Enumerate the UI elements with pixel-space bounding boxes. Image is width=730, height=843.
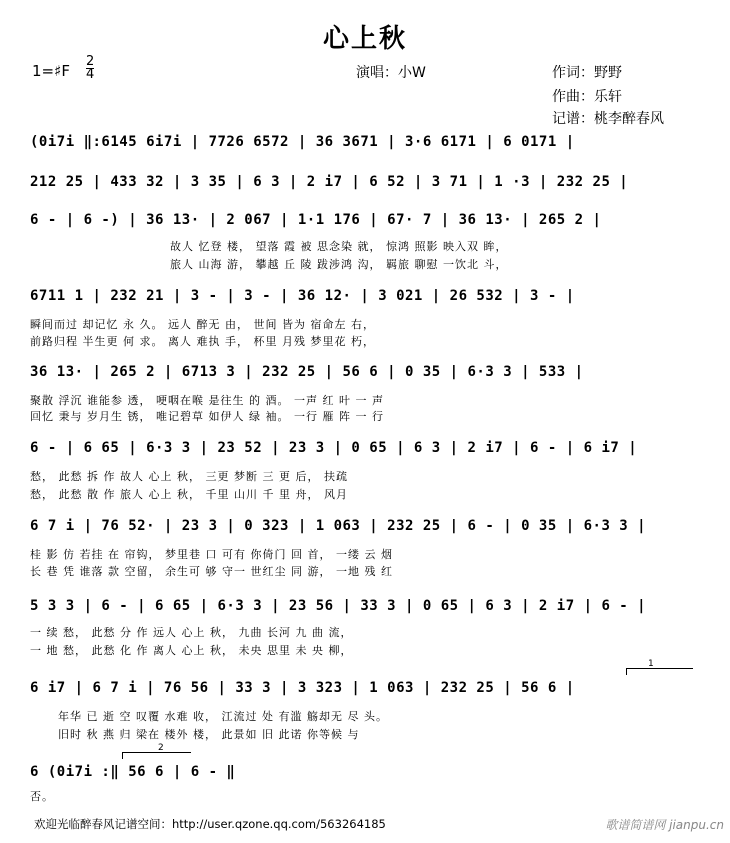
footer-credit: 欢迎光临醉春风记谱空间：http://user.qzone.qq.com/563264185 [34,817,386,831]
second-ending-bracket [122,752,191,759]
first-ending-bracket [626,668,693,675]
lyric-row-3-verse-2: 旅人 山海 游， 攀越 丘 陵 跋涉鸿 沟， 羁旅 聊慰 一饮北 斗， [170,258,508,271]
singer-credit: 演唱：小W [356,65,426,81]
lyric-row-7-verse-2: 长 巷 凭 谁落 款 空留， 余生可 够 守一 世红尘 同 游， 一地 残 红 [30,565,393,578]
lyric-row-10: 否。 [30,790,54,803]
lyric-row-7-verse-1: 桂 影 仿 若挂 在 帘钩， 梦里巷 口 可有 你倚门 回 首， 一缕 云 烟 [30,548,393,561]
score-row-7: 6 7 i | 76 52· | 23 3 | 0 323 | 1 063 | 232 25 | 6 - | 0 35 | 6·3 3 | [30,518,647,534]
lyric-row-6-verse-2: 愁， 此愁 散 作 旅人 心上 秋， 千里 山川 千 里 舟， 风月 [30,488,348,501]
song-title: 心上秋 [322,24,407,54]
score-row-10: 6 (0i7i :‖ 56 6 | 6 - ‖ [30,764,236,780]
score-row-3: 6 - | 6 -) | 36 13· | 2 067 | 1·1 176 | 67· 7 | 36 13· | 265 2 | [30,212,602,228]
key-signature: 1=♯F [32,62,70,80]
meter-bottom: 4 [86,67,95,82]
lyric-row-4-verse-2: 前路归程 半生更 何 求。 离人 难执 手， 杯里 月残 梦里花 朽， [30,335,375,348]
lyric-row-8-verse-2: 一 地 愁， 此愁 化 作 离人 心上 秋， 未央 思里 未 央 柳， [30,644,353,657]
lyric-row-9-verse-2: 旧时 秋 燕 归 梁在 楼外 楼， 此景如 旧 此诺 你等候 与 [58,728,360,741]
score-row-2: 212 25 | 433 32 | 3 35 | 6 3 | 2 i7 | 6 52 | 3 71 | 1 ·3 | 232 25 | [30,174,629,190]
lyric-row-4-verse-1: 瞬间而过 却记忆 永 久。 远人 醉无 由， 世间 皆为 宿命左 右， [30,318,375,331]
score-row-8: 5 3 3 | 6 - | 6 65 | 6·3 3 | 23 56 | 33 3 | 0 65 | 6 3 | 2 i7 | 6 - | [30,598,647,614]
first-ending-number: 1 [648,659,654,669]
score-row-6: 6 - | 6 65 | 6·3 3 | 23 52 | 23 3 | 0 65 | 6 3 | 2 i7 | 6 - | 6 i7 | [30,440,638,456]
meter-top: 2 [86,54,95,69]
lyric-row-3-verse-1: 故人 忆登 楼， 望落 霞 被 思念染 就， 惊鸿 照影 映入双 眸， [170,240,508,253]
composer-credit: 作曲：乐轩 [552,89,622,105]
score-row-4: 6711 1 | 232 21 | 3 - | 3 - | 36 12· | 3 021 | 26 532 | 3 - | [30,288,575,304]
score-row-5: 36 13· | 265 2 | 6713 3 | 232 25 | 56 6 | 0 35 | 6·3 3 | 533 | [30,364,584,380]
lyric-row-5-verse-2: 回忆 秉与 岁月生 锈， 唯记碧草 如伊人 绿 袖。 一行 雁 阵 一 行 [30,410,384,423]
lyric-row-9-verse-1: 年华 已 逝 空 叹覆 水难 收， 江流过 处 有滥 觞却无 尽 头。 [58,710,388,723]
transcriber-credit: 记谱：桃李醉春风 [552,111,664,127]
score-row-9: 6 i7 | 6 7 i | 76 56 | 33 3 | 3 323 | 1 063 | 232 25 | 56 6 | [30,680,575,696]
lyric-row-5-verse-1: 聚散 浮沉 谁能参 透， 哽咽在喉 是往生 的 酒。 一声 红 叶 一 声 [30,394,384,407]
time-signature [86,56,94,81]
site-watermark-logo: 歌谱简谱网 jianpu.cn [605,818,724,832]
lyric-row-8-verse-1: 一 续 愁， 此愁 分 作 远人 心上 秋， 九曲 长河 九 曲 流， [30,626,353,639]
second-ending-number: 2 [158,743,164,753]
lyricist-credit: 作词：野野 [552,65,622,81]
score-row-1: (0i7i ‖:6145 6i7i | 7726 6572 | 36 3671 | 3·6 6171 | 6 0171 | [30,134,575,150]
lyric-row-6-verse-1: 愁， 此愁 拆 作 故人 心上 秋， 三更 梦断 三 更 后， 扶疏 [30,470,348,483]
